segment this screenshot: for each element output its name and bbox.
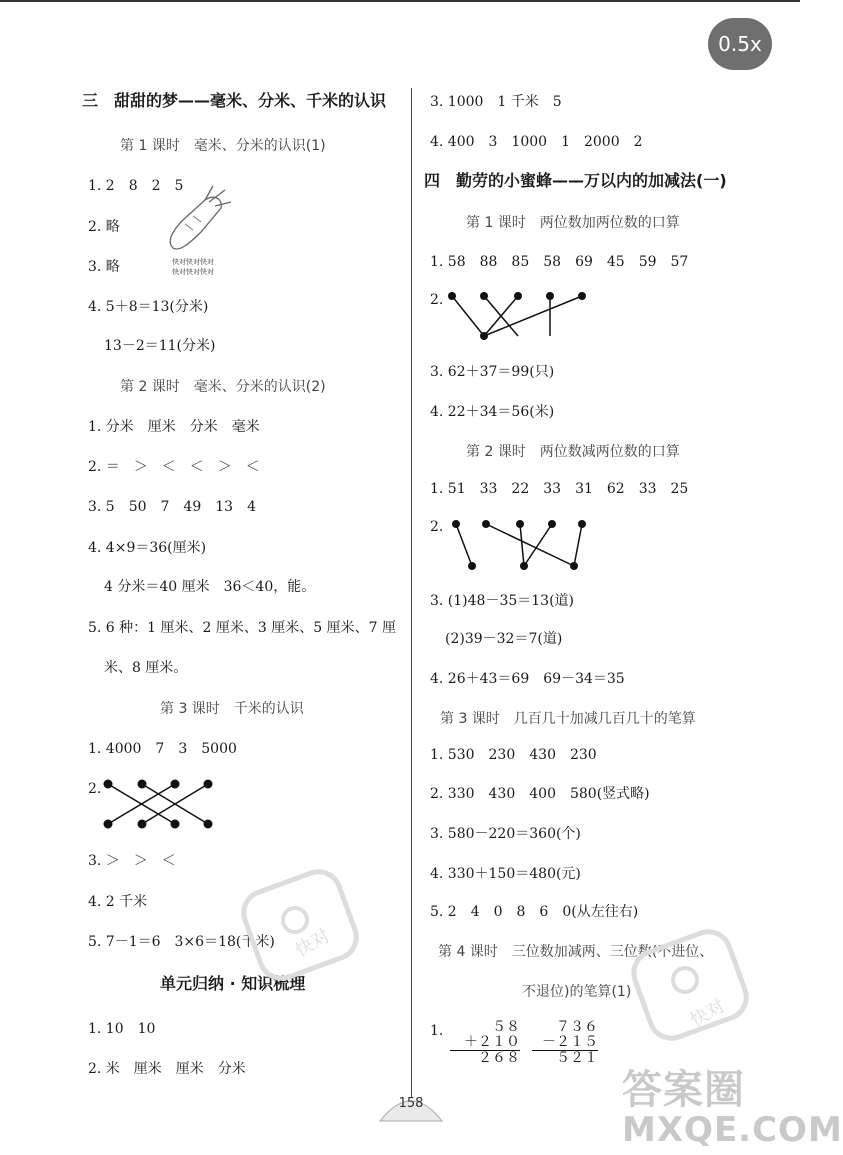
answer-line: 4. 400 3 1000 1 2000 2 — [430, 134, 643, 150]
answer-line: 2. 330 430 400 580(竖式略) — [430, 786, 650, 802]
calc-line: ７３６ — [556, 1019, 598, 1035]
answer-line: 4. 26＋43＝69 69－34＝35 — [430, 671, 625, 687]
calc-line: ２６８ — [464, 1050, 520, 1066]
calc-line: ＋２１０ — [450, 1035, 520, 1051]
watermark-text: 快对 — [686, 995, 729, 1032]
calc-line: ５２１ — [556, 1050, 598, 1066]
answer-line: 2. 略 — [88, 219, 120, 235]
page-number: 158 — [398, 1096, 424, 1111]
answer-line: 13－2＝11(分米) — [104, 338, 216, 354]
watermark-stamp — [240, 870, 360, 980]
answer-line: 4. 330＋150＝480(元) — [430, 866, 581, 882]
answer-line: 3. 5 50 7 49 13 4 — [88, 499, 256, 515]
answer-line: 2. ＝ ＞ ＜ ＜ ＞ ＜ — [88, 459, 260, 475]
lesson-title: 第 3 课时 千米的认识 — [160, 701, 304, 717]
top-rule — [0, 0, 800, 2]
answer-line: 5. 2 4 0 8 6 0(从左往右) — [430, 904, 639, 920]
answer-line: 4. 5＋8＝13(分米) — [88, 299, 209, 315]
lesson-title-cont: 不退位)的笔算(1) — [522, 984, 632, 1000]
matching-diagram-r2 — [450, 518, 590, 574]
lesson-title: 第 1 课时 毫米、分米的认识(1) — [120, 138, 326, 154]
answer-line: 1. 530 230 430 230 — [430, 747, 597, 763]
matching-diagram-3 — [100, 776, 220, 832]
answer-line: 3. 略 — [88, 259, 120, 275]
vertical-addition — [450, 1020, 520, 1066]
summary-title: 单元归纳 · 知识梳理 — [160, 974, 306, 993]
answer-line: 1. 分米 厘米 分米 毫米 — [88, 419, 260, 435]
answer-line: 2. — [430, 519, 444, 535]
site-logo-url: MXQE.COM — [622, 1110, 843, 1150]
zoom-level-button[interactable]: 0.5x — [708, 18, 772, 70]
answer-line: 2. — [88, 781, 102, 797]
answer-line: 2. 米 厘米 厘米 分米 — [88, 1061, 246, 1077]
watermark-stamp — [630, 930, 750, 1040]
section-title-4: 四 勤劳的小蜜蜂——万以内的加减法(一) — [424, 171, 727, 190]
calc-line: ５８ — [478, 1019, 520, 1035]
answer-line: 2. — [430, 292, 444, 308]
answer-line: 4. 4×9＝36(厘米) — [88, 540, 207, 556]
answer-line: 1. 58 88 85 58 69 45 59 57 — [430, 254, 689, 270]
watermark-text: 快对 — [291, 925, 334, 962]
answer-line: 3. (1)48－35＝13(道) — [430, 593, 575, 609]
lesson-title: 第 2 课时 两位数减两位数的口算 — [466, 444, 680, 460]
answer-line: (2)39－32＝7(道) — [445, 631, 563, 647]
answer-line: 1. — [430, 1023, 444, 1039]
answer-line: 4. 2 千米 — [88, 894, 148, 910]
vertical-subtraction — [532, 1020, 598, 1066]
answer-line: 4. 22＋34＝56(米) — [430, 404, 555, 420]
lesson-title: 第 2 课时 毫米、分米的认识(2) — [120, 379, 326, 395]
lesson-title: 第 1 课时 两位数加两位数的口算 — [466, 215, 680, 231]
answer-line: 1. 10 10 — [88, 1021, 156, 1037]
answer-line: 1. 51 33 22 33 31 62 33 25 — [430, 481, 689, 497]
answer-line: 3. 62＋37＝99(只) — [430, 364, 555, 380]
lesson-title: 第 4 课时 三位数加减两、三位数(不进位、 — [438, 944, 714, 960]
answer-line: 3. ＞ ＞ ＜ — [88, 853, 176, 869]
answer-line: 1. 4000 7 3 5000 — [88, 741, 237, 757]
site-logo: 答案圈 — [622, 1067, 745, 1113]
answer-line: 1. 2 8 2 5 — [88, 178, 184, 194]
answer-line: 3. 1000 1 千米 5 — [430, 94, 562, 110]
calc-line: －２１５ — [532, 1035, 598, 1051]
carrot-caption: 快对快对快对 — [172, 258, 214, 266]
lesson-title: 第 3 课时 几百几十加减几百几十的笔算 — [440, 711, 696, 727]
answer-line: 3. 580－220＝360(个) — [430, 826, 581, 842]
answer-line: 米、8 厘米。 — [104, 660, 188, 676]
answer-line: 5. 7－1＝6 3×6＝18(千米) — [88, 934, 275, 950]
column-divider — [411, 88, 412, 1098]
carrot-sketch — [165, 180, 235, 255]
matching-diagram-r1 — [446, 290, 586, 344]
section-title-3: 三 甜甜的梦——毫米、分米、千米的认识 — [82, 91, 387, 110]
carrot-caption: 快对快对快对 — [172, 268, 214, 276]
answer-line: 5. 6 种：1 厘米、2 厘米、3 厘米、5 厘米、7 厘 — [88, 620, 396, 636]
answer-line: 4 分米＝40 厘米 36＜40，能。 — [104, 579, 316, 595]
